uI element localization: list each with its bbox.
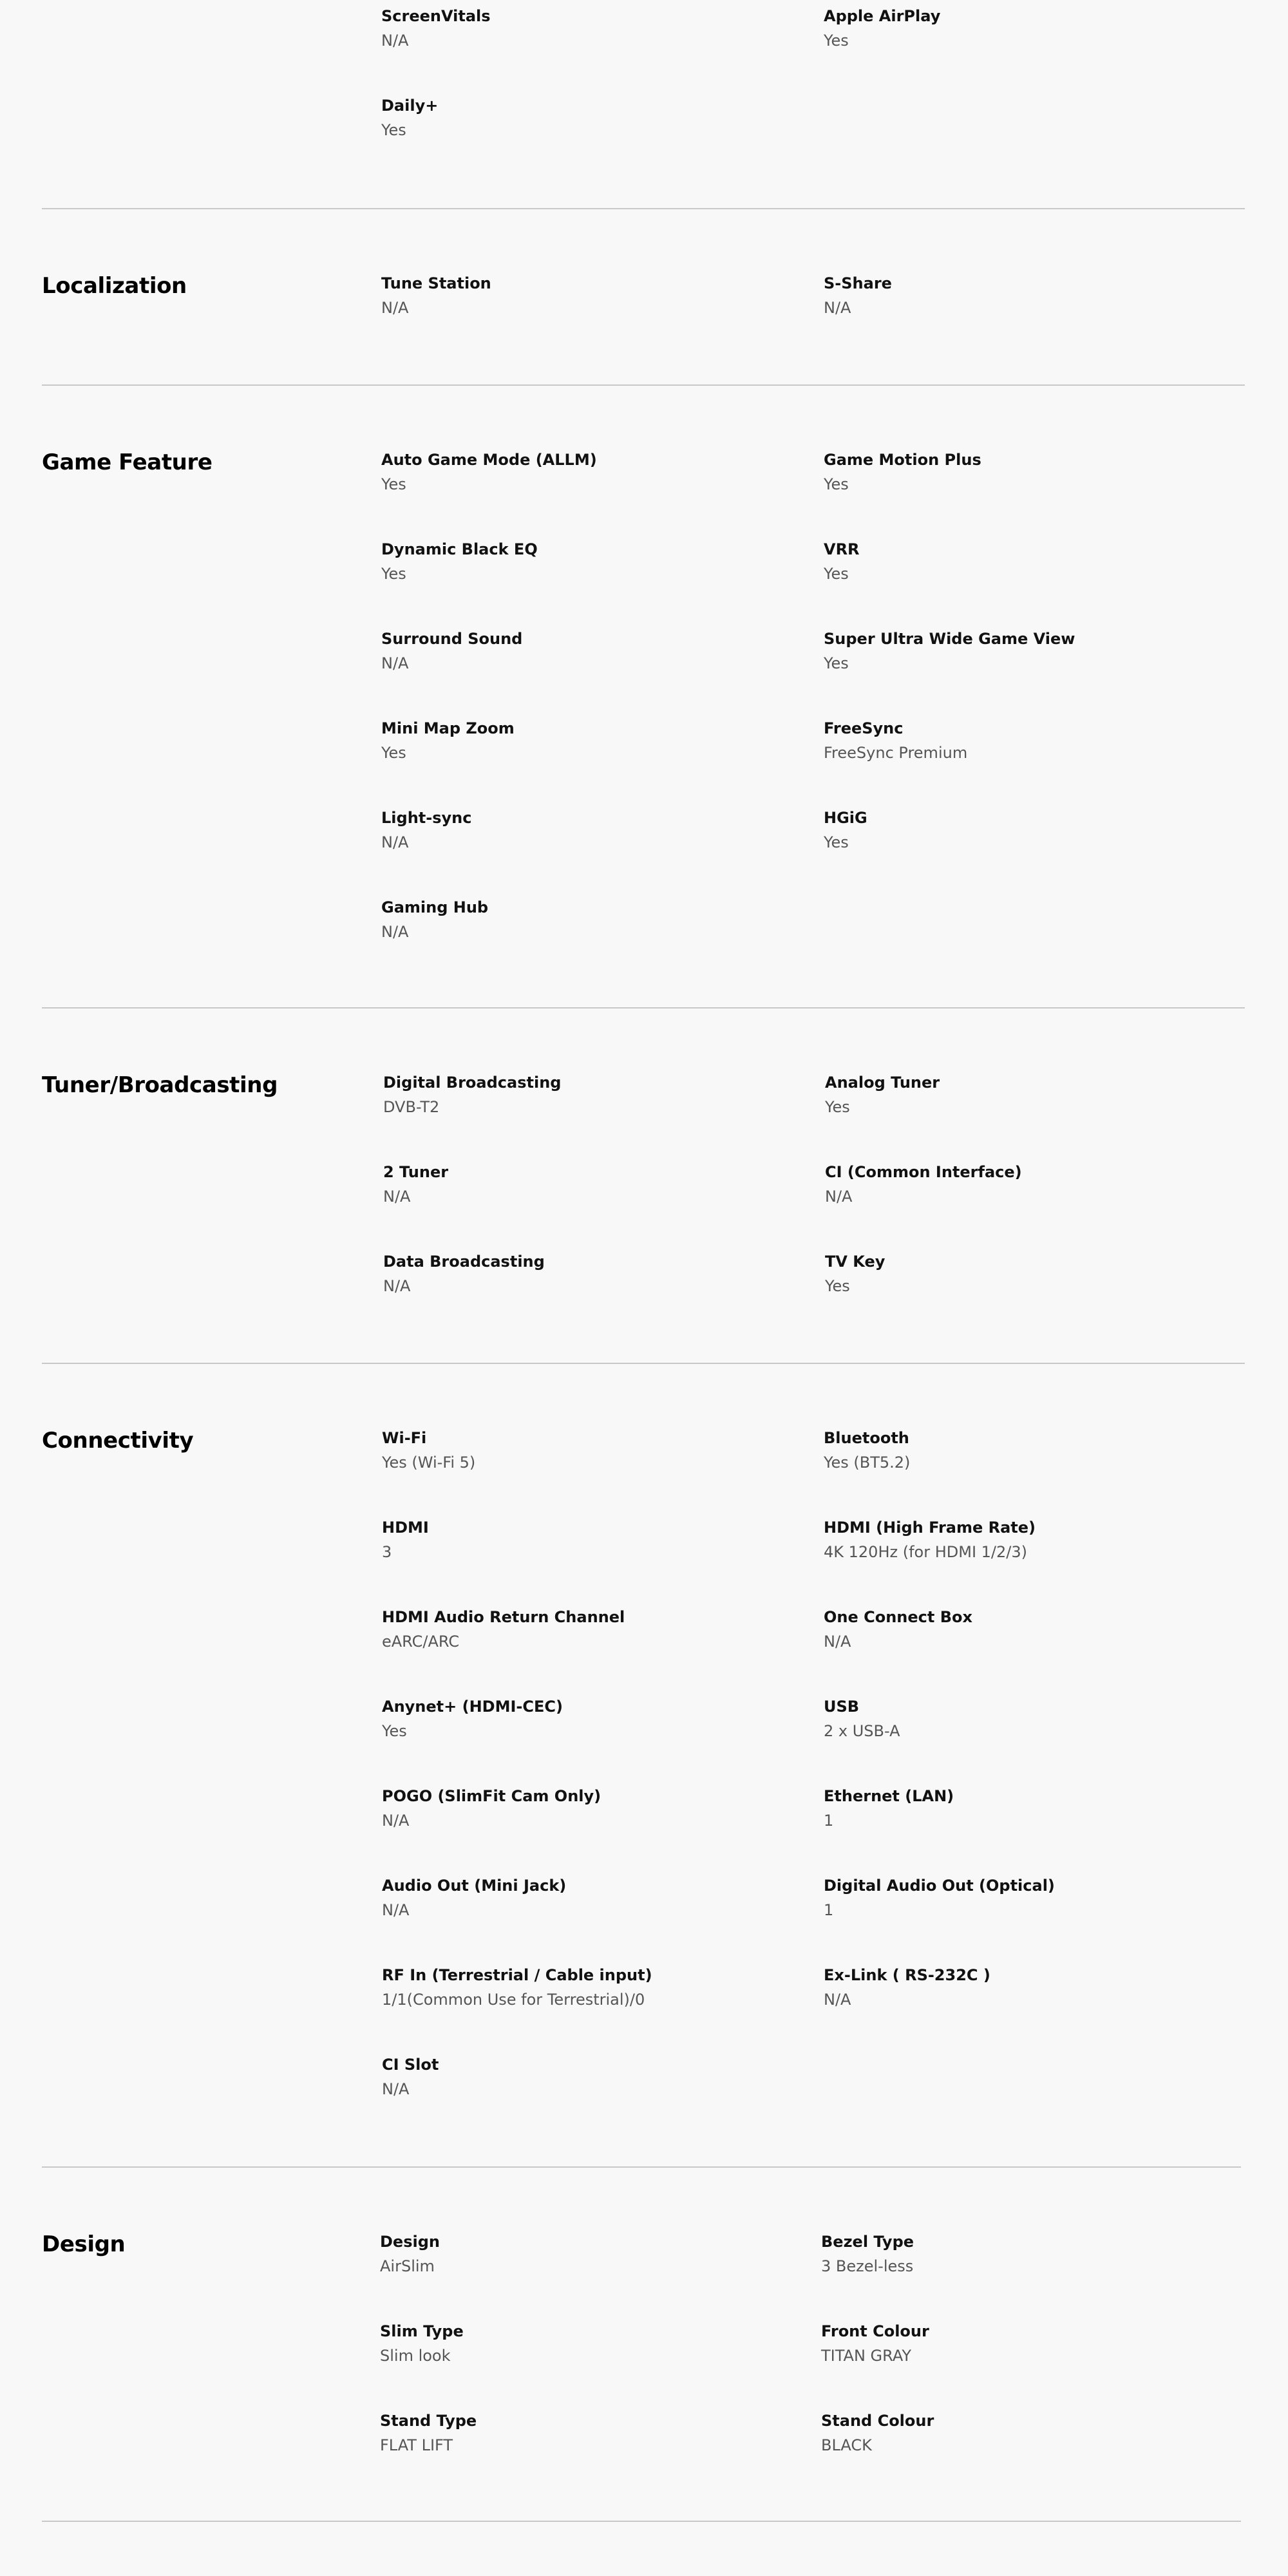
spec-value: N/A xyxy=(824,299,851,317)
spec-value: Yes (Wi-Fi 5) xyxy=(382,1454,476,1472)
spec-item xyxy=(382,1607,794,1651)
spec-item xyxy=(824,1965,1236,2009)
spec-value: N/A xyxy=(381,833,409,851)
spec-value: N/A xyxy=(382,1812,410,1830)
spec-item xyxy=(821,2411,1233,2455)
spec-label: HDMI xyxy=(382,1519,429,1537)
spec-label: Tune Station xyxy=(381,274,491,292)
spec-item xyxy=(824,629,1236,673)
spec-value: N/A xyxy=(381,299,409,317)
spec-item xyxy=(824,1428,1236,1472)
spec-value: Yes xyxy=(824,654,849,672)
section-title: Connectivity xyxy=(42,1428,194,1454)
spec-label: S-Share xyxy=(824,274,892,292)
spec-label: HDMI (High Frame Rate) xyxy=(824,1519,1036,1537)
spec-label: Bezel Type xyxy=(821,2233,914,2251)
spec-item xyxy=(380,2322,792,2365)
spec-item xyxy=(382,1786,794,1830)
spec-label: Anynet+ (HDMI-CEC) xyxy=(382,1698,563,1716)
spec-item xyxy=(824,6,1236,50)
section-title: Game Feature xyxy=(42,450,213,475)
spec-label: Ex-Link ( RS-232C ) xyxy=(824,1966,990,1984)
spec-label: Auto Game Mode (ALLM) xyxy=(381,451,597,469)
spec-label: Dynamic Black EQ xyxy=(381,540,538,558)
spec-value: FreeSync Premium xyxy=(824,744,968,762)
spec-label: Wi-Fi xyxy=(382,1429,427,1447)
spec-value: N/A xyxy=(381,923,409,941)
spec-label: Design xyxy=(380,2233,440,2251)
spec-label: One Connect Box xyxy=(824,1608,972,1626)
spec-label: Digital Audio Out (Optical) xyxy=(824,1877,1055,1895)
spec-value: FLAT LIFT xyxy=(380,2436,453,2454)
spec-label: Analog Tuner xyxy=(825,1074,940,1092)
spec-label: HGiG xyxy=(824,809,867,827)
spec-label: 2 Tuner xyxy=(383,1163,449,1181)
spec-label: Game Motion Plus xyxy=(824,451,981,469)
spec-label: Stand Type xyxy=(380,2412,477,2430)
section-divider xyxy=(42,2521,1241,2522)
spec-label: Daily+ xyxy=(381,97,439,115)
spec-value: 1 xyxy=(824,1901,834,1919)
spec-item xyxy=(824,540,1236,583)
spec-label: Gaming Hub xyxy=(381,898,489,916)
spec-label: Stand Colour xyxy=(821,2412,934,2430)
spec-item xyxy=(824,450,1236,494)
spec-item xyxy=(824,1518,1236,1562)
spec-value: N/A xyxy=(383,1188,411,1206)
section-divider xyxy=(42,1007,1245,1009)
spec-label: CI (Common Interface) xyxy=(825,1163,1022,1181)
spec-value: N/A xyxy=(382,1901,410,1919)
spec-label: POGO (SlimFit Cam Only) xyxy=(382,1787,601,1805)
spec-item xyxy=(824,1697,1236,1741)
spec-label: Super Ultra Wide Game View xyxy=(824,630,1075,648)
spec-value: eARC/ARC xyxy=(382,1633,460,1651)
spec-item xyxy=(824,808,1236,852)
spec-item xyxy=(381,540,793,583)
section-title: Tuner/Broadcasting xyxy=(42,1072,278,1098)
spec-label: TV Key xyxy=(825,1253,886,1271)
spec-item xyxy=(824,719,1236,762)
spec-item xyxy=(824,274,1236,317)
section-divider xyxy=(42,208,1245,209)
spec-item xyxy=(381,450,793,494)
spec-item xyxy=(381,898,793,942)
spec-value: TITAN GRAY xyxy=(821,2347,912,2365)
spec-item xyxy=(383,1073,795,1117)
spec-value: N/A xyxy=(382,2080,410,2098)
spec-label: Ethernet (LAN) xyxy=(824,1787,954,1805)
spec-item xyxy=(380,2411,792,2455)
spec-value: Yes xyxy=(824,32,849,50)
section-title: Design xyxy=(42,2231,126,2257)
spec-value: Yes xyxy=(381,475,406,493)
spec-item xyxy=(382,1697,794,1741)
spec-item xyxy=(382,1518,794,1562)
spec-value: AirSlim xyxy=(380,2257,435,2275)
spec-value: N/A xyxy=(381,654,409,672)
spec-label: Bluetooth xyxy=(824,1429,909,1447)
spec-label: Audio Out (Mini Jack) xyxy=(382,1877,567,1895)
spec-item xyxy=(380,2232,792,2276)
spec-label: Mini Map Zoom xyxy=(381,719,515,737)
section-title: Localization xyxy=(42,273,187,299)
spec-value: 3 Bezel-less xyxy=(821,2257,914,2275)
spec-label: USB xyxy=(824,1698,860,1716)
spec-value: Yes xyxy=(824,475,849,493)
spec-value: Yes (BT5.2) xyxy=(824,1454,911,1472)
spec-label: VRR xyxy=(824,540,860,558)
spec-item xyxy=(824,1786,1236,1830)
spec-label: HDMI Audio Return Channel xyxy=(382,1608,625,1626)
spec-value: Yes xyxy=(381,565,406,583)
spec-value: Yes xyxy=(824,833,849,851)
spec-label: Light-sync xyxy=(381,809,472,827)
spec-value: Slim look xyxy=(380,2347,451,2365)
spec-label: CI Slot xyxy=(382,2056,439,2074)
spec-label: Slim Type xyxy=(380,2322,464,2340)
spec-value: N/A xyxy=(825,1188,853,1206)
spec-item xyxy=(382,1965,794,2009)
spec-item xyxy=(821,2322,1233,2365)
spec-item xyxy=(382,2055,794,2099)
spec-value: Yes xyxy=(825,1277,850,1295)
spec-item xyxy=(381,629,793,673)
spec-value: N/A xyxy=(824,1633,851,1651)
spec-label: Surround Sound xyxy=(381,630,523,648)
spec-item xyxy=(383,1252,795,1296)
spec-item xyxy=(824,1876,1236,1920)
spec-label: Digital Broadcasting xyxy=(383,1074,562,1092)
spec-item xyxy=(824,1607,1236,1651)
spec-item xyxy=(825,1252,1237,1296)
spec-item xyxy=(382,1876,794,1920)
spec-label: FreeSync xyxy=(824,719,904,737)
spec-item xyxy=(825,1162,1237,1206)
section-divider xyxy=(42,1363,1245,1364)
spec-value: BLACK xyxy=(821,2436,872,2454)
spec-label: ScreenVitals xyxy=(381,7,491,25)
spec-item xyxy=(383,1162,795,1206)
spec-value: 2 x USB-A xyxy=(824,1722,900,1740)
spec-item xyxy=(821,2232,1233,2276)
spec-value: Yes xyxy=(825,1098,850,1116)
spec-value: Yes xyxy=(381,744,406,762)
spec-value: N/A xyxy=(383,1277,411,1295)
section-divider xyxy=(42,384,1245,386)
spec-value: Yes xyxy=(382,1722,407,1740)
spec-label: Apple AirPlay xyxy=(824,7,941,25)
spec-value: N/A xyxy=(824,1991,851,2009)
spec-label: Front Colour xyxy=(821,2322,929,2340)
spec-item xyxy=(381,6,793,50)
spec-value: N/A xyxy=(381,32,409,50)
spec-item xyxy=(825,1073,1237,1117)
spec-value: Yes xyxy=(381,121,406,139)
spec-label: RF In (Terrestrial / Cable input) xyxy=(382,1966,652,1984)
spec-item xyxy=(382,1428,794,1472)
spec-item xyxy=(381,274,793,317)
spec-item xyxy=(381,808,793,852)
spec-value: Yes xyxy=(824,565,849,583)
spec-value: 1/1(Common Use for Terrestrial)/0 xyxy=(382,1991,645,2009)
section-divider xyxy=(42,2166,1241,2168)
spec-value: 3 xyxy=(382,1543,392,1561)
spec-value: DVB-T2 xyxy=(383,1098,440,1116)
spec-item xyxy=(381,719,793,762)
spec-value: 4K 120Hz (for HDMI 1/2/3) xyxy=(824,1543,1027,1561)
spec-label: Data Broadcasting xyxy=(383,1253,545,1271)
spec-item xyxy=(381,96,793,140)
spec-value: 1 xyxy=(824,1812,834,1830)
